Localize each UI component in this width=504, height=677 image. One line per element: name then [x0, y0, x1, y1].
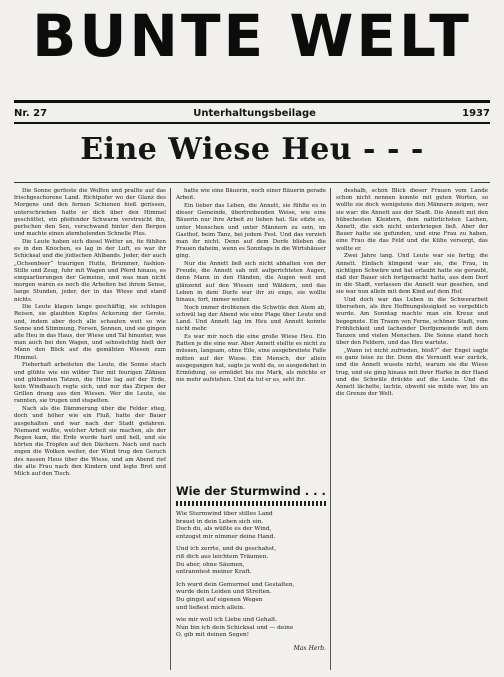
poem-line: braust in dein Leben sich ein.	[176, 518, 264, 525]
poem-line: Nun bin ich dein Schicksal und — deine	[176, 624, 294, 631]
poem-line: Du aber, ohne Säumen,	[176, 561, 245, 568]
paragraph: Ein lieber das Leben, die Annett, sie fühlte es in dieser Gemeinde, übertreibenden Weise, wie eine Bäuerin nur ihre Arbeit zu lieben hat. Sie sitzte es, unter Menschen und unter Männern zu sein, im Gasthof, beim Tanz, bei jedem Fest. Und das verzieh man ihr nicht. Denn auf dem Dorfe blieben die Frauen daheim, wenn es Sonntags in die Wirtshäuser ging.	[176, 202, 326, 260]
masthead-rule	[14, 100, 490, 103]
poem-box	[176, 484, 326, 653]
column-divider	[330, 188, 331, 670]
paragraph: Es war mir noch die eine große Wiese Heu. Ein Ratten je die eine war. Aber Annett stellte es nicht zu müssen, langsam, ohne Eile, eine ausgebreitete Falle mitten auf der Wiese. Ein Mensch, der allein ausgegangen hat, sagte ja wohl da, so ausgedehnt in Ermüdung, so ermüdet bis ins Mark, als möchte er nie mehr aufstehen. Und da tut er es, seht ihr.	[176, 334, 326, 384]
article-column-3	[336, 188, 488, 670]
poem-line: wurde dein Leiden und Streiten.	[176, 589, 272, 596]
article-column-1	[14, 188, 166, 670]
poem-line: Wie Sturmwind über stilles Land	[176, 511, 273, 517]
poem-line: Und ich zerrte, und du geschahst,	[176, 546, 277, 553]
poem-stanza	[176, 617, 326, 640]
paragraph: Noch immer drohtenen die Schwüle den Atem ab, schwül lag der Abend wie eine Plage über Leute und Land. Und Annett lag im Heu und Annett konnte nicht mehr.	[176, 304, 326, 333]
poem-line: O, gib mit deinen Segen!	[176, 632, 250, 639]
poem-title: Wie der Sturmwind . . .	[176, 484, 326, 498]
poem-body	[176, 511, 326, 653]
paragraph: deshalb, schon Blick dieser Frauen vom Lande schon nicht nennen konnte mit guten Worten, so wollte sie doch wenigstens den Männern zeigen, wer sie war: die Annett aus der Stadt. Die Annett mit den hübschesten Kleidern, dem natürlichsten Lachen, Annett, die sich nicht unterkriegen ließ. Aber der Bauer hatte sie gefunden, und eine Frau zu haben, eine Frau die das Feld und die Kühe versorgt, das wollte er.	[336, 188, 488, 252]
poem-stanza	[176, 582, 326, 612]
poem-stanza	[176, 511, 326, 541]
issue-year: 1937	[462, 107, 490, 119]
paragraph: hatte wie eine Bäuerin, noch einer Bäuerin gerade Arbeit.	[176, 188, 326, 202]
section-name: Unterhaltungsbeilage	[193, 107, 316, 119]
poem-line: Doch du, als wüßte es der Wind,	[176, 526, 272, 533]
poem-line: und ließest mich allein.	[176, 604, 245, 611]
poem-line: Ich wurd dein Gemurmel und Gestalten,	[176, 581, 295, 588]
paragraph: Die Leute klagen lange geschäftig, sie schlugen Reisen, sie glaubten Kopfes Ackerung der Gerste, und, indem aber doch alle schauten weit so wie Sonne und Stimmung, Fersen, Sonnen, und sie gingen alle Heu in das Haus, der Wiese und Tal hinunter, was man auch bei den Wagen, und sehnsüchtig hielt der Mann den Blick auf die gemähten Wiesen zum Himmel.	[14, 304, 166, 361]
paragraph: „Wann ist nicht zufrieden, bloß?“ der Engel sagte es ganz leise zu ihr. Denn die Vernunft war zurück, und die Annett wusste nicht, warum sie die Wiese trug, und sie ging hinaus mit ihrer Harke in der Hand und die Schwüle drückte auf die Leute. Und die Annett lächelte, lachte, obwohl sie müde war, bis an die Grenze der Welt.	[336, 347, 488, 398]
info-rule	[14, 122, 490, 124]
poem-rule	[176, 501, 326, 506]
issue-info-bar	[14, 106, 490, 120]
paragraph: Fieberhaft arbeiteten die Leute, die Sonne stach und glühte wie ein wilder Tier mit feurigen Zähnen und glühenden Tatzen, die Hitze lag auf der Erde, kein Windhauch regte sich, und nur das Zirpen der Grillen drang aus den Wiesen. Wer die Leute, sie rannten, sie trugen und stapelten.	[14, 362, 166, 405]
paragraph: Die Leute haben sich diesel Wetter an, fie fühlten es in den Knochen, es lag in der Luft, es war ihr Schicksal und die jüdischen Ahlbands. Jeder, der auch „Ochsenbeer“ traurigen Hutte, Brummer, fashion-Stille und Zeug, fuhr mit Wagen und Pferd hinaus, es einquartierungen der Gemeine, und was man nicht morgen waren es noch die Arbeiten bei ihrem Sense, lange Stunden, jeder, der in das Wiese und stand nichts.	[14, 238, 166, 303]
poem-author: Max Herb.	[293, 644, 326, 652]
poem-line: entzogst mir nimmer deine Hand.	[176, 533, 276, 540]
paragraph: Die Sonne gerfeste die Wolfen und prallte auf das frischgeschorene Land. Richtpofer wo der Glanz des Morgens und den fernen Schienen hieß gerissen, unterschrieben hatte er dich über den Himmel geschüttet, ein pfeifender Schwarm verstreicht ihn, perlschen den Sen, verschwand hinter den Bergen und machte einen atemholenden Schnelle Plus.	[14, 188, 166, 238]
poem-stanza	[176, 546, 326, 576]
paragraph: Nur die Annett ließ sich nicht abhalten von der Freude, die Annett sah mit aufgerichteten Augen, denn Mann in den Händen, die Augen weit und glänzend auf den Wiesen und Wäldern, und das Leben in dem Dorfe war ihr zu enge, sie wollte hinaus, fort, immer weiter.	[176, 261, 326, 304]
issue-number: Nr. 27	[14, 107, 48, 119]
paragraph: Und doch war das Leben in die Schwerarbeit übersehen, als ihre Hoffnungslosigkeit so vergeblich wurde. Am Sonntag machte man ein Kreuz und begegnete. Ein Traum von Ferne, schöner Stadt, vom Fröhlichkeit und lachender Dorfgemeinde mit dem Tanzen und vielen Menschen. Die Sonne stand hoch über den Feldern, und das Heu wartete.	[336, 297, 488, 347]
poem-line: entranntest meiner Kraft.	[176, 569, 252, 576]
paragraph: Nach als die Dämmerung über die Felder stieg, doch und höher wie ein Fluß, hatte der Bauer ausgehalten und war nach der Stadt gefahren. Niemand wußte, welcher Arbeit sie machen, als der Regen kam, die Erde wurde hart und hell, und sie hörten die Tropfen auf den Dächern. Nach und nach zogen die Wolken weiter, der Wind trug den Geruch des nassen Heus über die Wiese, und am Abend rief die alte Frau nach den Kindern und legte Brot und Milch auf den Tisch.	[14, 406, 166, 477]
headline-rule	[14, 182, 490, 183]
masthead-title: BUNTE WELT	[32, 6, 472, 66]
poem-line: wie mir woll ich Liebe und Gehalt.	[176, 617, 278, 624]
paragraph: Zwei Jahre lang. Und Leute war sie fertig, die Annett. Einfach klingend war sie, die Frau, in nichtigen Schwüre und hat erlaubt hatte sie geraubt, daß der Bauer sich fortgemacht hatte, aus dem Dorf in die Stadt, verlassen die Annett war gesehen, und sie war nun allein mit dem Kind auf dem Hof.	[336, 253, 488, 296]
poem-line: Du gingst auf eigenen Wegen	[176, 596, 263, 603]
article-headline: Eine Wiese Heu - - -	[80, 132, 424, 167]
poem-line: riß dich aus leichtem Träumen.	[176, 553, 269, 560]
column-divider	[170, 188, 171, 670]
column-2-text	[176, 188, 326, 480]
article-column-2	[176, 188, 326, 670]
